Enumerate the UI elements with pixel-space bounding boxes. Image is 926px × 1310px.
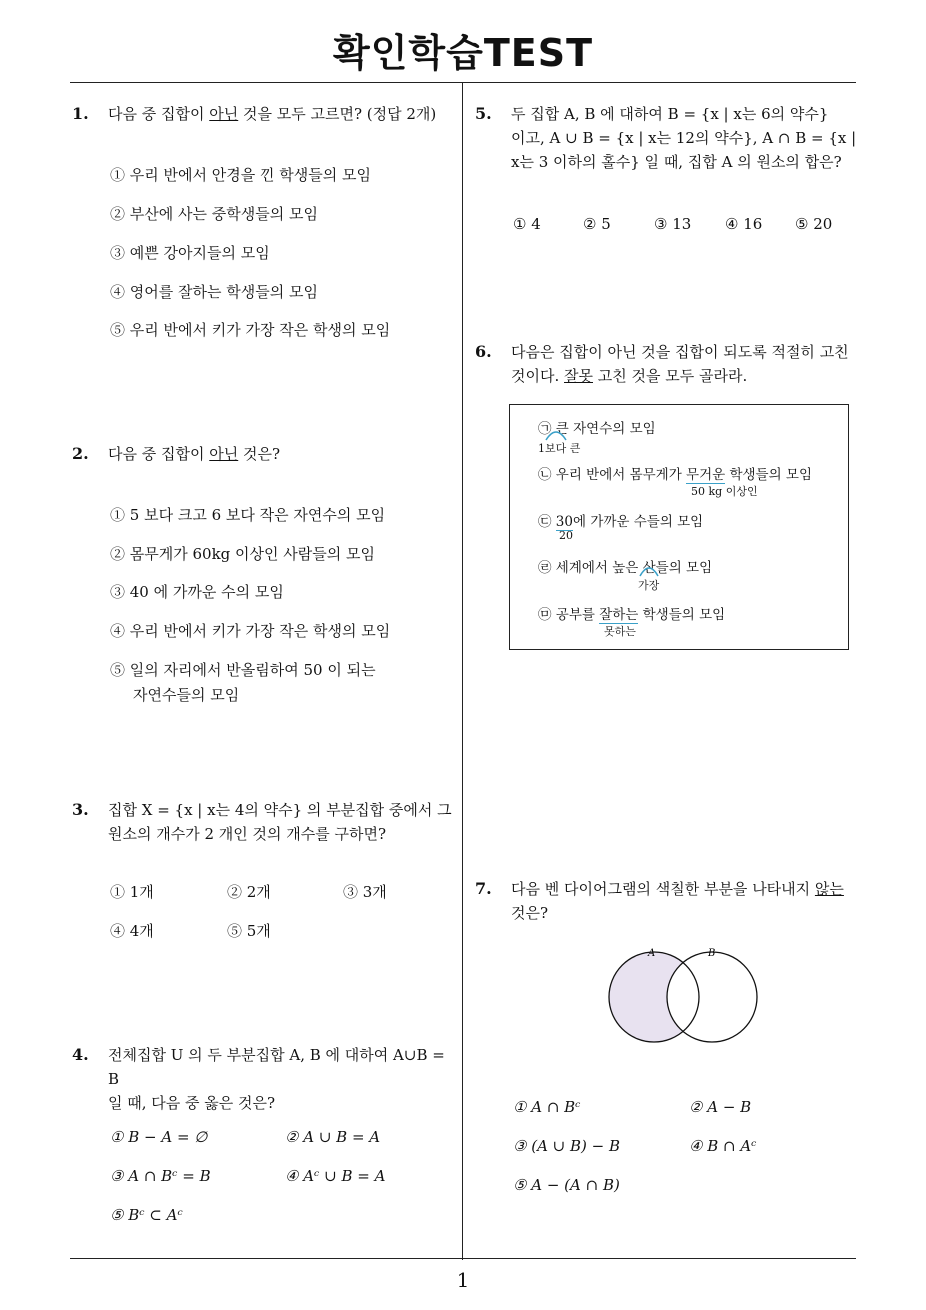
q1-option-1[interactable]: ① 우리 반에서 안경을 낀 학생들의 모임	[110, 166, 371, 184]
q5-option-3[interactable]: ③ 13	[654, 215, 692, 233]
q6-items-box	[509, 404, 849, 650]
q6-item-3-note: 20	[559, 529, 573, 542]
question-number: 7.	[475, 879, 492, 898]
q3-option-5[interactable]: ⑤ 5개	[227, 922, 271, 940]
question-3	[72, 798, 456, 846]
q6-item-2[interactable]: ㉡ 우리 반에서 몸무게가 무거운 학생들의 모임	[538, 467, 813, 483]
page-number: 1	[456, 1268, 470, 1292]
q5-option-2[interactable]: ② 5	[583, 215, 611, 233]
question-text-line-3: x는 3 이하의 홀수} 일 때, 집합 A 의 원소의 합은?	[511, 153, 842, 171]
question-1	[72, 102, 452, 126]
q4-option-5[interactable]: ⑤ Bᶜ ⊂ Aᶜ	[110, 1206, 183, 1224]
q5-option-4[interactable]: ④ 16	[725, 215, 763, 233]
q6-item-1-note: 1보다 큰	[538, 442, 581, 455]
q4-option-3[interactable]: ③ A ∩ Bᶜ = B	[110, 1167, 211, 1185]
q1-option-5[interactable]: ⑤ 우리 반에서 키가 가장 작은 학생의 모임	[110, 321, 391, 339]
question-text-line-2: 일 때, 다음 중 옳은 것은?	[108, 1094, 276, 1112]
q7-option-4[interactable]: ④ B ∩ Aᶜ	[689, 1137, 757, 1155]
q6-item-1[interactable]: ㉠ 큰 자연수의 모임	[538, 421, 656, 437]
q1-option-4[interactable]: ④ 영어를 잘하는 학생들의 모임	[110, 283, 318, 301]
insert-mark-icon	[544, 427, 568, 441]
q6-item-4-note: 가장	[638, 579, 660, 592]
q1-option-3[interactable]: ③ 예쁜 강아지들의 모임	[110, 244, 270, 262]
question-7	[475, 877, 859, 925]
q6-item-2-note: 50 kg 이상인	[691, 485, 758, 498]
venn-label-a: A	[648, 948, 656, 959]
q7-option-1[interactable]: ① A ∩ Bᶜ	[513, 1098, 581, 1116]
page-title: 확인학습TEST	[332, 31, 593, 75]
venn-label-b: B	[708, 948, 716, 959]
question-2	[72, 442, 452, 466]
bottom-rule	[70, 1258, 856, 1259]
q6-item-5[interactable]: ㉤ 공부를 잘하는 학생들의 모임	[538, 607, 726, 623]
question-4	[72, 1043, 456, 1115]
question-6	[475, 340, 859, 388]
q2-option-3[interactable]: ③ 40 에 가까운 수의 모임	[110, 583, 284, 601]
q2-option-1[interactable]: ① 5 보다 크고 6 보다 작은 자연수의 모임	[110, 506, 386, 524]
question-text-line-1: 집합 X = {x | x는 4의 약수} 의 부분집합 중에서 그	[108, 801, 452, 819]
q7-option-2[interactable]: ② A − B	[689, 1098, 752, 1116]
q4-option-1[interactable]: ① B − A = ∅	[110, 1128, 208, 1146]
question-number: 3.	[72, 800, 89, 819]
question-text-line-2: 이고, A ∪ B = {x | x는 12의 약수}, A ∩ B = {x |	[511, 129, 857, 147]
question-text: 다음 중 집합이 아닌 것을 모두 고르면? (정답 2개)	[108, 105, 437, 123]
q4-option-2[interactable]: ② A ∪ B = A	[285, 1128, 381, 1146]
q6-item-3[interactable]: ㉢ 30에 가까운 수들의 모임	[538, 514, 704, 530]
q3-option-4[interactable]: ④ 4개	[110, 922, 154, 940]
q5-option-5[interactable]: ⑤ 20	[795, 215, 833, 233]
question-number: 6.	[475, 342, 492, 361]
question-text-line-2: 원소의 개수가 2 개인 것의 개수를 구하면?	[108, 825, 387, 843]
question-number: 5.	[475, 104, 492, 123]
q3-option-3[interactable]: ③ 3개	[343, 883, 387, 901]
question-text: 다음 중 집합이 아닌 것은?	[108, 445, 281, 463]
venn-diagram	[600, 942, 770, 1054]
q2-option-4[interactable]: ④ 우리 반에서 키가 가장 작은 학생의 모임	[110, 622, 391, 640]
column-divider	[462, 82, 463, 1260]
q3-option-1[interactable]: ① 1개	[110, 883, 154, 901]
top-rule	[70, 82, 856, 83]
q4-option-4[interactable]: ④ Aᶜ ∪ B = A	[285, 1167, 386, 1185]
q3-option-2[interactable]: ② 2개	[227, 883, 271, 901]
question-number: 1.	[72, 104, 89, 123]
q2-option-5-cont: 자연수들의 모임	[133, 686, 240, 704]
question-number: 4.	[72, 1045, 89, 1064]
q7-option-5[interactable]: ⑤ A − (A ∩ B)	[513, 1176, 620, 1194]
q2-option-5[interactable]: ⑤ 일의 자리에서 반올림하여 50 이 되는	[110, 661, 376, 679]
insert-mark-icon	[638, 563, 660, 577]
q6-item-5-note: 못하는	[604, 625, 636, 638]
question-text-line-1: 전체집합 U 의 두 부분집합 A, B 에 대하여 A∪B = B	[108, 1046, 445, 1088]
question-text-line-2: 것이다. 잘못 고친 것을 모두 골라라.	[511, 367, 748, 385]
question-text-line-1: 다음 벤 다이어그램의 색칠한 부분을 나타내지 않는	[511, 880, 844, 898]
question-text-line-1: 다음은 집합이 아닌 것을 집합이 되도록 적절히 고친	[511, 343, 849, 361]
question-text-line-1: 두 집합 A, B 에 대하여 B = {x | x는 6의 약수}	[511, 105, 829, 123]
question-text-line-2: 것은?	[511, 904, 549, 922]
q2-option-2[interactable]: ② 몸무게가 60kg 이상인 사람들의 모임	[110, 545, 375, 563]
question-5	[475, 102, 859, 174]
q6-item-4[interactable]: ㉣ 세계에서 높은 산들의 모임	[538, 560, 713, 576]
q5-option-1[interactable]: ① 4	[513, 215, 541, 233]
q1-option-2[interactable]: ② 부산에 사는 중학생들의 모임	[110, 205, 318, 223]
question-number: 2.	[72, 444, 89, 463]
q7-option-3[interactable]: ③ (A ∪ B) − B	[513, 1137, 621, 1155]
